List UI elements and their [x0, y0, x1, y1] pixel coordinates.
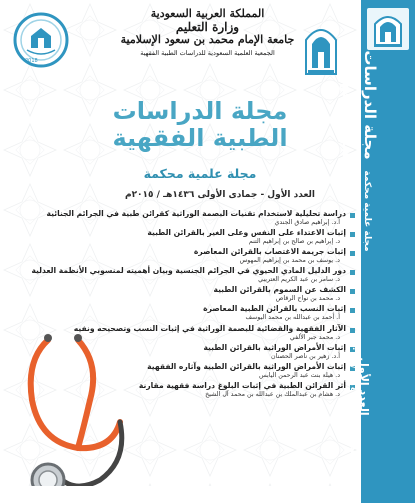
entry-title: الآثار الفقهية والقضائية للبصمة الوراثية في إثبات النسب وتصحيحه ونفيه	[73, 323, 346, 333]
entry-title: إثبات جريمة الاغتصاب بالقرائن المعاصرة	[193, 247, 346, 257]
entry-author: أ.د. إبراهيم صادق الجندي	[274, 218, 340, 226]
footer-band	[0, 486, 361, 503]
contents-entry	[55, 305, 355, 322]
entry-title: إثبات الأمراض الوراثية بالقرائن الطبية	[203, 342, 346, 352]
entry-title: الكشف عن السموم بالقرائن الطبية	[213, 285, 346, 295]
spine-issue: العدد الأول	[357, 357, 371, 416]
contents-entry	[55, 248, 355, 265]
entry-title: إثبات النسب بالقرائن الطبية المعاصرة	[203, 304, 346, 314]
entry-author: د. محمد بن نواح الرقاص	[275, 295, 340, 303]
entry-title: أثر القرائن الطبية في إثبات البلوغ دراسة فقهية مقارنة	[138, 380, 346, 390]
entry-author: أ. أحمد بن عبدالله بن محمد اليوسف	[245, 314, 340, 322]
entry-author: د. هشام بن عبدالملك بن عبدالله بن محمد آل الشيخ	[205, 390, 340, 398]
spine-subtitle: مجلة علمية محكمة	[362, 170, 372, 252]
society-logo-icon	[12, 10, 70, 80]
entry-title: إثبات الاعتداء على النفس وعلى الغير بالقرائن الطبية	[147, 228, 346, 238]
entry-title: دور الدليل المادي الحيوي في الجرائم الجنسية وبيان أهميته لمنسوبي الأنظمة العدلية	[31, 266, 346, 276]
journal-title	[60, 98, 340, 152]
entry-author: د. إبراهيم بن صالح بن إبراهيم التنم	[248, 238, 340, 246]
journal-title-line1: مجلة الدراسات	[112, 97, 288, 125]
masthead	[110, 8, 305, 58]
stethoscope-icon	[8, 330, 148, 500]
bullet-icon	[350, 270, 355, 275]
bullet-icon	[350, 308, 355, 313]
bullet-icon	[350, 251, 355, 256]
entry-author: د. هيلة بنت عبد الرحمن اليابس	[258, 371, 340, 379]
university-name: جامعة الإمام محمد بن سعود الإسلامية	[120, 33, 295, 47]
bullet-icon	[350, 213, 355, 218]
society-name: الجمعية العلمية السعودية للدراسات الطبية الفقهية	[140, 49, 275, 58]
entry-author: أ.د. زهير بن ناصر الحصنان	[271, 352, 340, 360]
entry-title: دراسة تحليلية لاستخدام تقنيات البصمة الوراثية كقرائن طبية في الجرائم الجنائية	[46, 209, 346, 218]
kingdom-name: المملكة العربية السعودية	[150, 7, 265, 20]
spine	[339, 0, 415, 503]
entry-author: د. محمد جبر الألفي	[289, 333, 340, 341]
entry-title: إثبات الأمراض الوراثية بالقرائن الطبية وآثاره الفقهية	[147, 361, 346, 371]
contents-entry	[31, 266, 355, 284]
logo-year: 2018	[25, 58, 38, 64]
imam-university-logo-icon	[302, 18, 340, 78]
contents-entry	[55, 229, 355, 246]
bullet-icon	[350, 232, 355, 237]
entry-author: د. سامر بن عبد الكريم العتريبي	[258, 276, 340, 284]
spine-title-line2: الطبية الفقهية	[339, 67, 357, 177]
ministry-name: وزارة التعليم	[175, 19, 240, 34]
bullet-icon	[350, 289, 355, 294]
entry-author: د. يوسف بن محمد بن إبراهيم المهوس	[239, 257, 340, 265]
contents-entry	[46, 209, 355, 227]
journal-title-line2: الطبية الفقهية	[112, 123, 288, 152]
spine-title-line1: مجلة الدراسات	[361, 50, 379, 160]
issue-info: العدد الأول - جمادى الأولى ١٤٣٦هـ / ٢٠١٥م	[124, 190, 315, 200]
journal-subtitle: مجلة علمية محكمة	[143, 166, 257, 181]
spine-date: جمادى الأولى ١٤٣٦هـ / ٢٠١٥م	[348, 333, 358, 467]
contents-entry	[55, 286, 355, 303]
